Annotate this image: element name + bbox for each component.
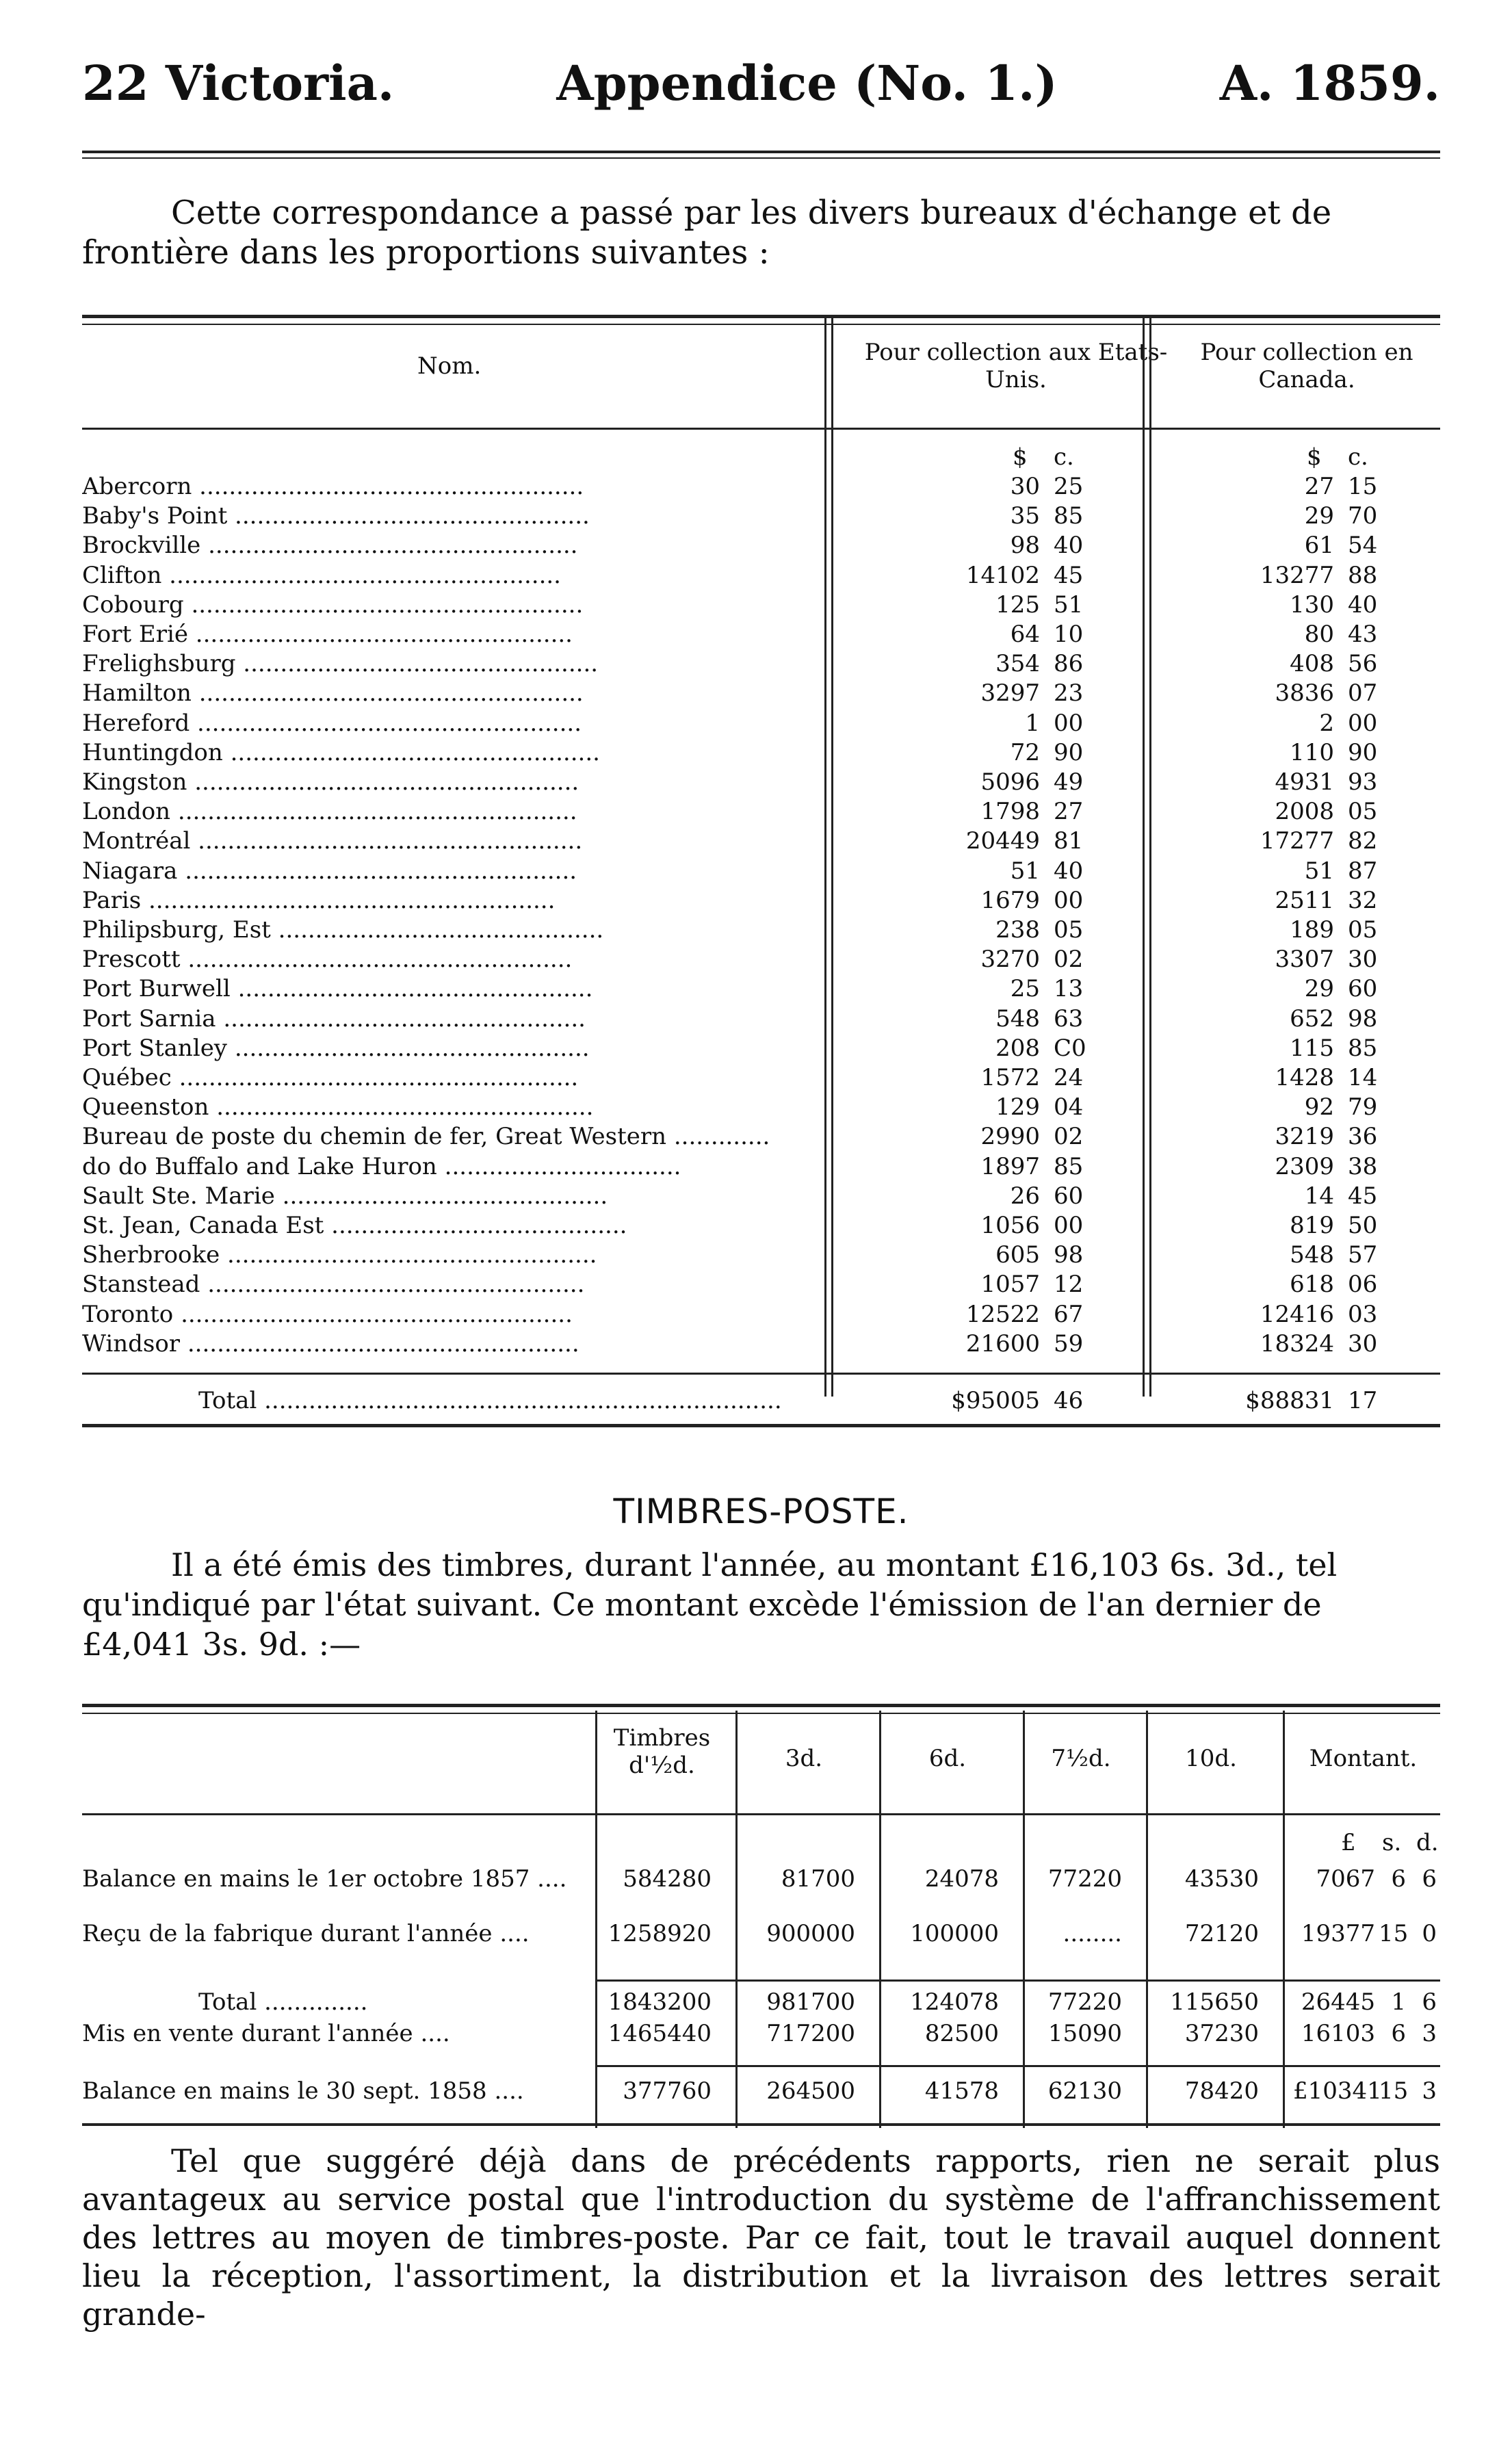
us-dollars: 64 [1010,621,1040,648]
ca-dollars: 17277 [1260,827,1334,855]
office-name: Prescott .................................................... [82,946,573,974]
table-row [82,679,1440,708]
ca-dollars: 618 [1290,1271,1334,1299]
amount-pounds: 7067 [1316,1865,1375,1893]
us-dollars: 35 [1010,502,1040,530]
column-divider [735,1711,738,2128]
office-name: Sherbrooke .................................................. [82,1241,597,1269]
total-ca-cents: 17 [1348,1387,1378,1414]
section-text: Il a été émis des timbres, durant l'année, au montant £16,103 6s. 3d., tel qu'indiqué par l'état suivant. Ce montant excède l'émission de l'an dernier de £4,041 3s. 9d. :— [82,1546,1338,1663]
amount-pence: 6 [1422,1988,1437,2016]
table2-body [82,1815,1440,2137]
cell-value: 77220 [1047,1988,1122,2016]
ca-cents: 54 [1348,532,1378,560]
ca-cents: 06 [1348,1271,1378,1299]
cell-value: 584280 [623,1865,712,1893]
ca-dollars: 51 [1304,857,1334,885]
us-cents: 04 [1054,1093,1084,1121]
total-separator [82,1373,1440,1375]
office-name: Brockville .................................................. [82,532,578,560]
row-label: Reçu de la fabrique durant l'année .... [82,1920,530,1947]
ca-cents: 00 [1348,709,1378,737]
ca-cents: 90 [1348,738,1378,766]
header-center: Appendice (No. 1.) [556,55,1058,112]
ca-dollars: 652 [1290,1004,1334,1033]
ca-dollars: 3836 [1275,679,1334,708]
us-cents: 51 [1054,590,1084,619]
us-cents: 45 [1054,561,1084,589]
table-row [82,649,1440,679]
us-cents: 12 [1054,1271,1084,1299]
us-dollars: 26 [1010,1182,1040,1210]
us-dollars: 1 [1025,709,1040,737]
us-cents: 02 [1054,946,1084,974]
us-cents: 67 [1054,1300,1084,1328]
cell-value: ........ [1063,1920,1122,1947]
cell-value: 41578 [924,2077,999,2105]
ca-cents: 45 [1348,1182,1378,1210]
ca-dollars: 189 [1290,916,1334,944]
ca-cents: 60 [1348,975,1378,1003]
us-dollars: 238 [995,916,1040,944]
cell-value: 115650 [1170,1988,1259,2016]
us-cents: 27 [1054,798,1084,826]
us-dollars: 1056 [980,1212,1040,1239]
us-dollars: 1057 [980,1271,1040,1299]
office-name: Hereford .................................................... [82,709,582,737]
table2-row [82,1918,1440,1949]
us-dollars: 3270 [980,946,1040,974]
table-row [82,1152,1440,1182]
table-row [82,1241,1440,1270]
ca-cents: 82 [1348,827,1378,855]
office-name: Port Sarnia ................................................. [82,1004,586,1033]
amount-pence: 6 [1422,1865,1437,1893]
us-dollars: 1679 [980,886,1040,914]
ca-cents: 88 [1348,561,1378,589]
table-row [82,738,1440,768]
cell-value: 77220 [1047,1865,1122,1893]
us-cents: 63 [1054,1004,1084,1033]
us-cents: 02 [1054,1123,1084,1151]
col-header: Montant. [1309,1745,1418,1772]
ca-dollars: 3307 [1275,946,1334,974]
table-row [82,768,1440,797]
us-dollars: 12522 [965,1300,1040,1328]
us-cents: 90 [1054,738,1084,766]
ca-cents: 15 [1348,473,1378,500]
office-name: Cobourg ..................................................... [82,590,584,619]
ca-cents: 40 [1348,590,1378,619]
ca-cents: 14 [1348,1064,1378,1091]
cell-value: 82500 [924,2020,999,2047]
office-name: Clifton ..................................................... [82,561,561,589]
table-row [82,1211,1440,1241]
us-dollars: 14102 [965,561,1040,589]
us-cents: 00 [1054,709,1084,737]
column-divider [1023,1711,1025,2128]
amount-shillings: 6 [1391,1865,1406,1893]
office-name: Windsor ..................................................... [82,1329,579,1358]
ca-cents: 38 [1348,1152,1378,1180]
exchange-offices-table [82,315,1440,1414]
ca-dollars: 14 [1304,1182,1334,1210]
total-us-cents: 46 [1054,1387,1084,1414]
us-cents: 24 [1054,1064,1084,1091]
office-name: Toronto ..................................................... [82,1300,573,1328]
cell-value: 1258920 [608,1920,712,1947]
amount-pounds: 19377 [1301,1920,1375,1947]
ca-dollars: 29 [1304,502,1334,530]
total-row [82,1386,1440,1416]
column-divider [879,1711,881,2128]
us-dollar-unit: $ [1013,443,1028,471]
ca-dollars: 2511 [1275,886,1334,914]
amount-shillings: 1 [1391,1988,1406,2016]
table-row [82,827,1440,856]
table-row [82,886,1440,916]
cell-value: 1843200 [608,1988,712,2016]
us-dollars: 25 [1010,975,1040,1003]
cell-value: 78420 [1184,2077,1259,2105]
table-row [82,797,1440,827]
cell-value: 81700 [781,1865,855,1893]
office-name: Fort Erié ................................................... [82,621,573,648]
office-name: Montréal .................................................... [82,827,583,855]
intro-paragraph: Cette correspondance a passé par les divers bureaux d'échange et de frontière dans les proportions suivantes : [82,194,1332,272]
amount-shillings: 6 [1391,2020,1406,2047]
us-cents-unit: c. [1054,443,1074,471]
amount-unit: s. [1382,1829,1402,1856]
office-name: Québec ...................................................... [82,1064,579,1091]
us-dollars: 2990 [980,1123,1040,1151]
col-ca-header: Pour collection en Canada. [1200,339,1413,393]
column-divider [831,315,833,1397]
cell-value: 100000 [910,1920,999,1947]
office-name: Philipsburg, Est ............................................ [82,916,604,944]
header-rule [82,151,1440,159]
amount-pounds: 26445 [1301,1988,1375,2016]
ca-cents: 85 [1348,1034,1378,1062]
col-us-header: Pour collection aux Etats-Unis. [864,339,1168,393]
amount-pence: 0 [1422,1920,1437,1947]
ca-dollars: 408 [1290,650,1334,678]
table-bottom-rule [82,1424,1440,1427]
table-row [82,1093,1440,1122]
balance-separator [595,2065,1440,2067]
cell-value: 62130 [1047,2077,1122,2105]
col-name-header: Nom. [417,352,482,380]
cell-value: 981700 [766,1988,855,2016]
us-cents: 85 [1054,1152,1084,1180]
ca-cents: 79 [1348,1093,1378,1121]
table2-row [82,1863,1440,1895]
us-cents: 00 [1054,886,1084,914]
column-divider [1143,315,1145,1397]
ca-dollars: 13277 [1260,561,1334,589]
page-header [82,41,1440,123]
ca-cents: 87 [1348,857,1378,885]
ca-dollars: 2008 [1275,798,1334,826]
column-divider [824,315,826,1397]
us-dollars: 1798 [980,798,1040,826]
table-row [82,531,1440,560]
table-row [82,857,1440,886]
ca-cents-unit: c. [1348,443,1368,471]
us-dollars: 354 [995,650,1040,678]
us-dollars: 1572 [980,1064,1040,1091]
us-dollars: 548 [995,1004,1040,1033]
us-cents: C0 [1054,1034,1086,1062]
ca-cents: 07 [1348,679,1378,708]
table-row [82,974,1440,1004]
amount-pounds: 16103 [1301,2020,1375,2047]
table-top-rule [82,315,1440,325]
us-dollars: 72 [1010,738,1040,766]
us-cents: 49 [1054,768,1084,796]
table-row [82,916,1440,945]
office-name: Port Stanley ................................................ [82,1034,590,1062]
ca-dollars: 3219 [1275,1123,1334,1151]
ca-dollar-unit: $ [1307,443,1322,471]
table-row [82,1063,1440,1093]
table-body [82,430,1440,1414]
ca-dollars: 92 [1304,1093,1334,1121]
table-row [82,502,1440,531]
us-cents: 59 [1054,1329,1084,1358]
ca-dollars: 1428 [1275,1064,1334,1091]
document-page [82,41,1440,2333]
table-row [82,472,1440,502]
us-cents: 05 [1054,916,1084,944]
us-cents: 85 [1054,502,1084,530]
cell-value: 264500 [766,2077,855,2105]
amount-pence: 3 [1422,2077,1437,2105]
us-cents: 86 [1054,650,1084,678]
column-divider [595,1711,597,2128]
column-divider [1146,1711,1148,2128]
cell-value: 377760 [623,2077,712,2105]
ca-dollars: 4931 [1275,768,1334,796]
table-row [82,590,1440,620]
column-divider [1149,315,1151,1397]
office-name: Abercorn .................................................... [82,473,584,500]
row-label: Balance en mains le 30 sept. 1858 .... [82,2077,524,2105]
table2-row [82,2018,1440,2049]
us-cents: 60 [1054,1182,1084,1210]
table-row [82,1034,1440,1063]
office-name: London ...................................................... [82,798,577,826]
ca-dollars: 819 [1290,1212,1334,1239]
us-cents: 23 [1054,679,1084,708]
cell-value: 37230 [1184,2020,1259,2047]
us-dollars: 129 [995,1093,1040,1121]
office-name: Bureau de poste du chemin de fer, Great Western ............. [82,1123,770,1151]
us-dollars: 51 [1010,857,1040,885]
ca-dollars: 548 [1290,1241,1334,1269]
us-cents: 40 [1054,857,1084,885]
cell-value: 72120 [1184,1920,1259,1947]
ca-cents: 32 [1348,886,1378,914]
row-label: Total .............. [198,1988,368,2016]
office-name: Stanstead ................................................... [82,1271,585,1299]
table-row [82,945,1440,974]
us-dollars: 125 [995,590,1040,619]
header-left: 22 Victoria. [82,55,395,112]
cell-value: 1465440 [608,2020,712,2047]
amount-pounds: £10341 [1293,2077,1382,2105]
ca-dollars: 2309 [1275,1152,1334,1180]
us-cents: 81 [1054,827,1084,855]
us-cents: 98 [1054,1241,1084,1269]
table-row [82,1182,1440,1211]
ca-cents: 05 [1348,916,1378,944]
ca-cents: 43 [1348,621,1378,648]
section-title: TIMBRES-POSTE. [613,1492,909,1531]
office-name: Sault Ste. Marie ............................................ [82,1182,608,1210]
table-row [82,709,1440,738]
table-row [82,561,1440,590]
us-cents: 00 [1054,1212,1084,1239]
us-dollars: 1897 [980,1152,1040,1180]
cell-value: 124078 [910,1988,999,2016]
ca-cents: 36 [1348,1123,1378,1151]
office-name: St. Jean, Canada Est ........................................ [82,1212,627,1239]
row-label: Mis en vente durant l'année .... [82,2020,450,2047]
cell-value: 900000 [766,1920,855,1947]
ca-dollars: 18324 [1260,1329,1334,1358]
cell-value: 15090 [1047,2020,1122,2047]
ca-cents: 98 [1348,1004,1378,1033]
ca-dollars: 110 [1290,738,1334,766]
col-header: 3d. [785,1745,823,1772]
us-cents: 10 [1054,621,1084,648]
ca-dollars: 130 [1290,590,1334,619]
ca-dollars: 12416 [1260,1300,1334,1328]
us-dollars: 30 [1010,473,1040,500]
ca-dollars: 80 [1304,621,1334,648]
col-header: 10d. [1185,1745,1237,1772]
ca-dollars: 29 [1304,975,1334,1003]
us-dollars: 605 [995,1241,1040,1269]
table-row [82,1300,1440,1329]
ca-cents: 05 [1348,798,1378,826]
ca-cents: 03 [1348,1300,1378,1328]
table2-row [82,1986,1440,2018]
table2-header [82,1714,1440,1815]
us-cents: 25 [1054,473,1084,500]
row-label: Balance en mains le 1er octobre 1857 .... [82,1865,567,1893]
us-cents: 40 [1054,532,1084,560]
ca-cents: 30 [1348,1329,1378,1358]
ca-cents: 56 [1348,650,1378,678]
us-dollars: 21600 [965,1329,1040,1358]
table2-row [82,2075,1440,2107]
total-label: Total ...................................................................... [198,1387,782,1414]
table-row [82,620,1440,649]
ca-dollars: 2 [1319,709,1334,737]
stamps-table [82,1704,1440,2137]
us-dollars: 98 [1010,532,1040,560]
office-name: Huntingdon .................................................. [82,738,600,766]
table-row [82,1004,1440,1034]
office-name: Frelighsburg ................................................ [82,650,599,678]
header-right: A. 1859. [1219,55,1440,112]
column-divider [1283,1711,1285,2128]
office-name: Kingston .................................................... [82,768,579,796]
office-name: Niagara ..................................................... [82,857,577,885]
table2-top-rule [82,1704,1440,1714]
cell-value: 24078 [924,1865,999,1893]
amount-unit: £ [1341,1829,1356,1856]
table2-bottom-rule [82,2123,1440,2126]
office-name: Port Burwell ................................................ [82,975,593,1003]
us-dollars: 5096 [980,768,1040,796]
total-separator [595,1980,1440,1982]
office-name: Baby's Point ................................................ [82,502,590,530]
office-name: do do Buffalo and Lake Huron ................................ [82,1152,681,1180]
amount-pence: 3 [1422,2020,1437,2047]
table-row [82,1329,1440,1359]
office-name: Queenston ................................................... [82,1093,594,1121]
amount-shillings: 15 [1379,2077,1409,2105]
total-us-dollars: $95005 [951,1387,1040,1414]
ca-dollars: 27 [1304,473,1334,500]
ca-dollars: 61 [1304,532,1334,560]
us-dollars: 208 [995,1034,1040,1062]
office-name: Hamilton .................................................... [82,679,584,708]
us-dollars: 20449 [965,827,1040,855]
ca-cents: 50 [1348,1212,1378,1239]
us-cents: 13 [1054,975,1084,1003]
col-header: Timbres d'½d. [613,1724,711,1779]
ca-cents: 70 [1348,502,1378,530]
table-header [82,325,1440,430]
ca-cents: 30 [1348,946,1378,974]
office-name: Paris ....................................................... [82,886,556,914]
timbres-section [82,1492,1440,1664]
conclusion-paragraph: Tel que suggéré déjà dans de précédents rapports, rien ne serait plus avantageux au service postal que l'introduction du système de l'affranchissement des lettres au moyen de timbres-poste. Par ce fait, tout le travail auquel donnent lieu la réception, l'assortiment, la distribution et la livraison des lettres serait grande- [82,2142,1440,2333]
col-header: 7½d. [1051,1745,1111,1772]
table-row [82,1270,1440,1299]
amount-shillings: 15 [1379,1920,1409,1947]
ca-dollars: 115 [1290,1034,1334,1062]
ca-cents: 93 [1348,768,1378,796]
us-dollars: 3297 [980,679,1040,708]
table-row [82,1122,1440,1152]
cell-value: 717200 [766,2020,855,2047]
total-ca-dollars: $88831 [1245,1387,1334,1414]
ca-cents: 57 [1348,1241,1378,1269]
amount-unit: d. [1416,1829,1439,1856]
col-header: 6d. [928,1745,967,1772]
cell-value: 43530 [1184,1865,1259,1893]
